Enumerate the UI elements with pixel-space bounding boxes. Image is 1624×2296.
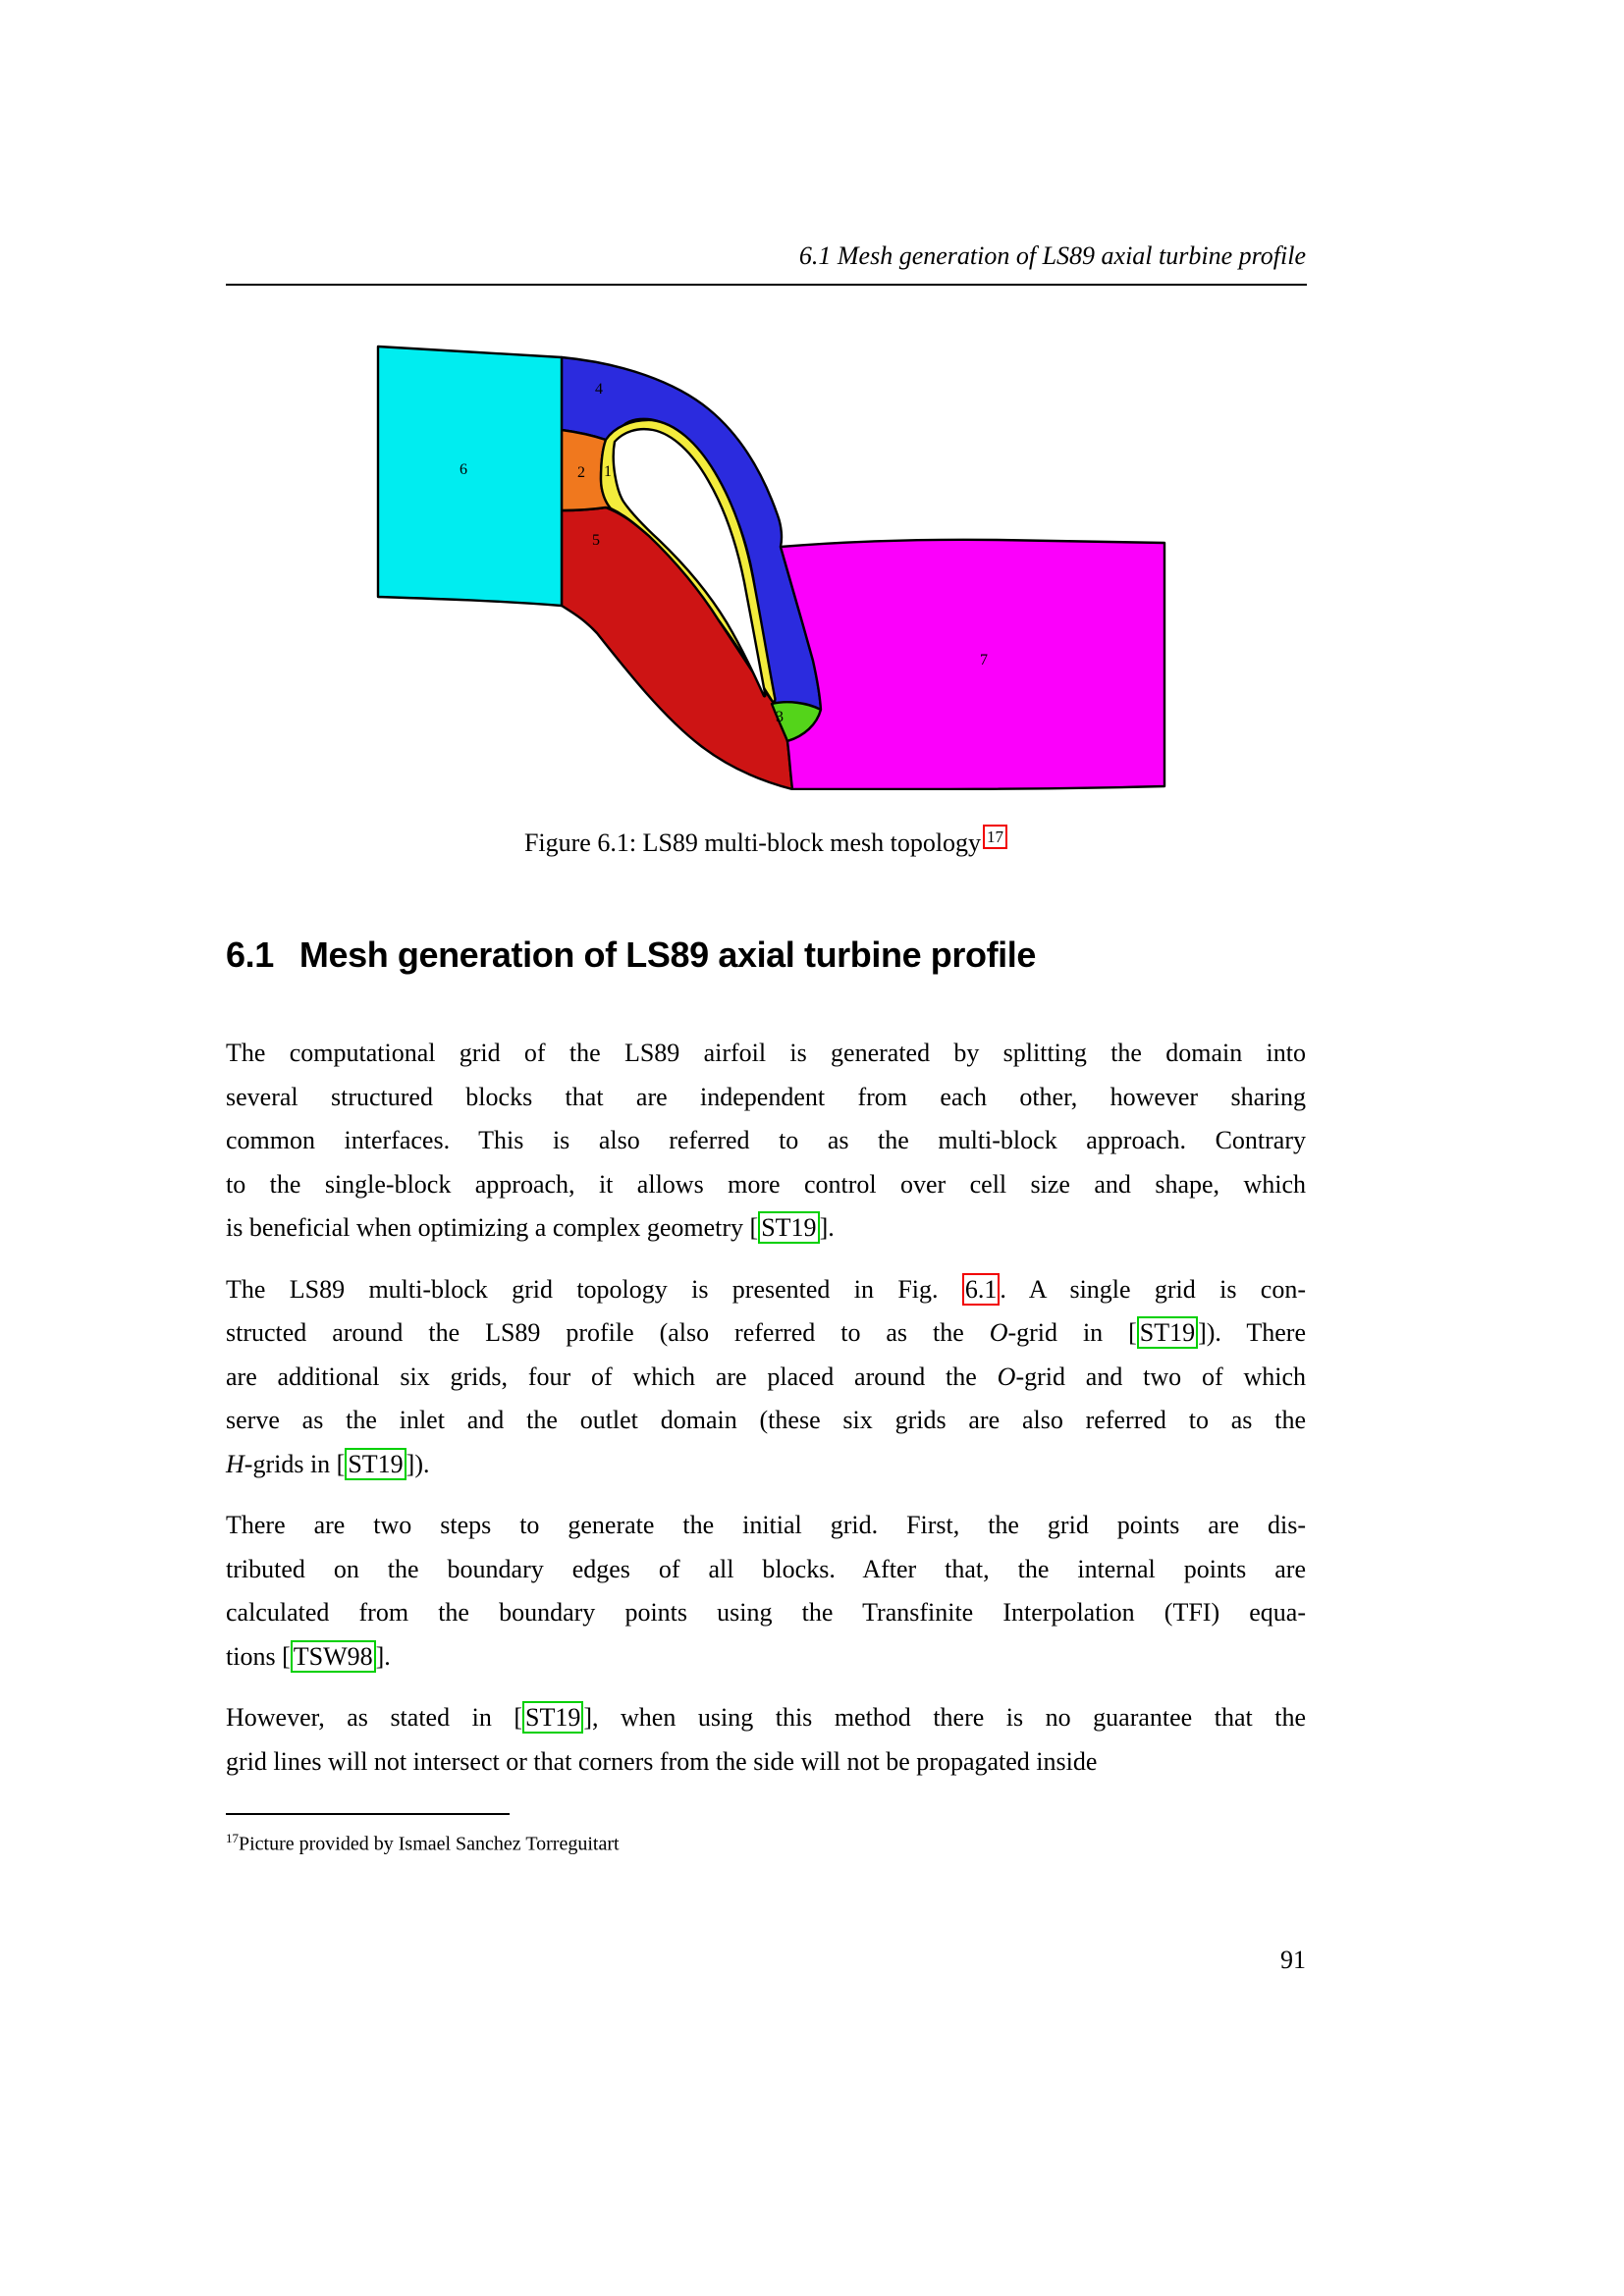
text-span: several structured blocks that are independent from each other, however sharing [226,1082,1306,1111]
block-7-outlet-region [781,540,1164,789]
text-line [226,1163,1306,1207]
text-line [226,1548,1306,1592]
block-label-5: 5 [592,532,600,549]
text-span: ]. [375,1641,391,1671]
text-line [226,1268,1306,1312]
paragraph [226,1504,1306,1679]
footnote-rule [226,1813,510,1815]
emphasis-text: O [989,1318,1008,1347]
text-line [226,1591,1306,1635]
text-line [226,1356,1306,1400]
text-line [226,1399,1306,1443]
text-span: to the single-block approach, it allows more control over cell size and shape, which [226,1169,1306,1199]
emphasis-text: H [226,1449,244,1478]
text-span: common interfaces. This is also referred to as the multi-block approach. Contrary [226,1126,1306,1154]
paragraph [226,1268,1306,1487]
text-line [226,1504,1306,1548]
text-span: are additional six grids, four of which are placed around the [226,1362,998,1391]
header-rule [226,284,1307,286]
block-label-1: 1 [604,463,612,480]
paragraph [226,1032,1306,1251]
section-heading [226,931,1306,980]
text-line [226,1635,1306,1680]
paragraph [226,1696,1306,1784]
figure-ref-link[interactable]: 6.1 [962,1273,1001,1306]
text-span: However, as stated in [ [226,1703,523,1732]
text-span: ]. [819,1213,835,1242]
text-span: -grid and two of which [1015,1362,1306,1391]
section-number: 6.1 [226,934,274,975]
figure-mesh-topology [369,337,1168,790]
footnote [226,1824,1306,1859]
block-label-2: 2 [577,464,585,481]
section-title: Mesh generation of LS89 axial turbine profile [298,934,1037,975]
text-line [226,1119,1306,1163]
text-span: tions [ [226,1641,291,1671]
citation-link[interactable]: ST19 [522,1701,583,1734]
block-label-4: 4 [595,381,603,398]
text-span: -grids in [ [244,1449,346,1478]
running-header: 6.1 Mesh generation of LS89 axial turbine profile [798,241,1306,270]
footnote-mark[interactable]: 17 [226,1831,239,1845]
text-span: The LS89 multi-block grid topology is presented in Fig. [226,1274,962,1304]
text-span: is beneficial when optimizing a complex geometry [ [226,1213,759,1242]
citation-link[interactable]: ST19 [1137,1316,1198,1349]
citation-link[interactable]: ST19 [758,1211,819,1244]
text-span: ], when using this method there is no guarantee that the [583,1703,1307,1732]
text-span: structed around the LS89 profile (also referred to as the [226,1318,990,1347]
page-number: 91 [1280,1946,1306,1974]
caption-footnote-ref-link[interactable]: 17 [983,825,1007,849]
text-span: ]). [406,1449,430,1478]
text-span: There are two steps to generate the initial grid. First, the grid points are dis- [226,1511,1306,1539]
text-line [226,1032,1306,1076]
text-line [226,1740,1306,1785]
text-line [226,1443,1306,1487]
text-line [226,1696,1306,1740]
text-span: The computational grid of the LS89 airfoil is generated by splitting the domain into [226,1039,1306,1067]
text-line [226,1076,1306,1120]
emphasis-text: O [997,1362,1016,1391]
figure-caption-text: Figure 6.1: LS89 multi-block mesh topology [523,828,982,857]
figure-caption [226,824,1306,863]
block-6-inlet-region [378,347,562,606]
citation-link[interactable]: ST19 [345,1448,406,1480]
citation-link[interactable]: TSW98 [291,1640,376,1673]
text-span: serve as the inlet and the outlet domain (these six grids are also referred to as the [226,1406,1306,1434]
text-line [226,1206,1306,1251]
block-label-6: 6 [460,461,467,478]
block-label-7: 7 [980,652,988,668]
text-span: calculated from the boundary points using the Transfinite Interpolation (TFI) equa- [226,1598,1306,1627]
body-paragraphs [226,1032,1306,1801]
text-span: tributed on the boundary edges of all blocks. After that, the internal points are [226,1554,1306,1583]
text-span: grid lines will not intersect or that corners from the side will not be propagated inside [226,1746,1098,1776]
text-line [226,1311,1306,1356]
text-span: . A single grid is con- [1000,1274,1307,1304]
text-span: ]). There [1198,1318,1307,1347]
footnote-text: Picture provided by Ismael Sanchez Torreguitart [239,1833,620,1855]
text-span: -grid in [ [1007,1318,1137,1347]
block-label-3: 3 [776,709,784,725]
